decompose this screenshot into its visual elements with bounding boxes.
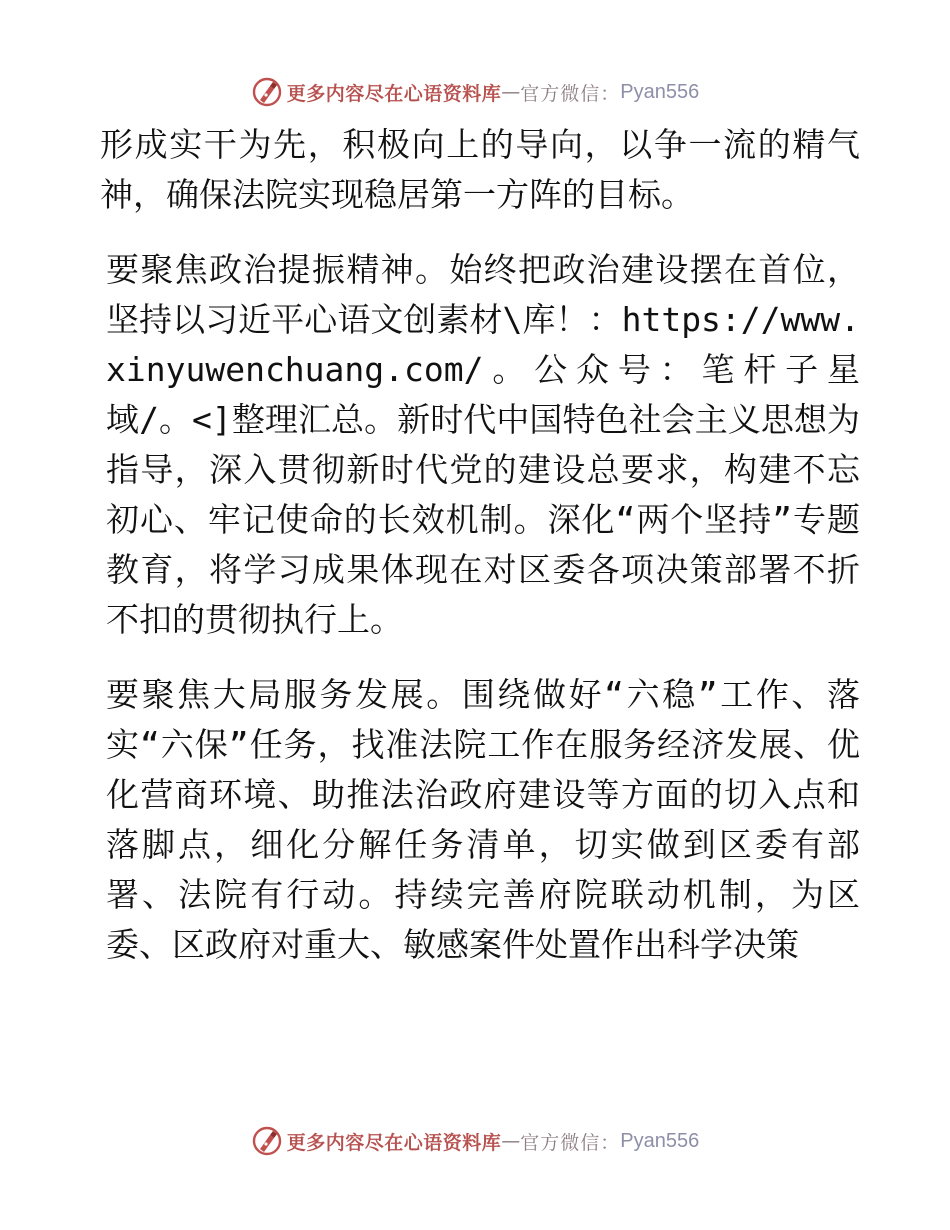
banner-wechat-label: 官方微信： (520, 82, 621, 105)
pen-nib-logo-icon (251, 1125, 283, 1157)
document-body (100, 120, 860, 970)
paragraph-political-focus: 要聚焦政治提振精神。始终把政治建设摆在首位，坚持以习近平心语文创素材\库！：https://www.xinyuwenchuang.com/。公众号：笔杆子星域/。<]整理汇总。新时代中国特色社会主义思想为指导，深入贯彻新时代党的建设总要求，构建不忘初心、牢记使命的长效机制。深化“两个坚持”专题教育，将学习成果体现在对区委各项决策部署不折不扣的贯彻执行上。 (106, 250, 860, 639)
paragraph-continuation: 形成实干为先，积极向上的导向，以争一流的精气神，确保法院实现稳居第一方阵的目标。 (100, 125, 860, 214)
banner-wechat-id: Pyan556 (620, 80, 700, 103)
footer-banner (0, 1121, 950, 1161)
banner-dash: — (501, 1130, 521, 1152)
banner-library-text: 更多内容尽在心语资料库 (286, 82, 502, 105)
banner-wechat-label: 官方微信： (520, 1131, 621, 1154)
header-banner (0, 72, 950, 112)
banner-dash: — (501, 81, 521, 103)
paragraph-service-development: 要聚焦大局服务发展。围绕做好“六稳”工作、落实“六保”任务，找准法院工作在服务经济发展、优化营商环境、助推法治政府建设等方面的切入点和落脚点，细化分解任务清单，切实做到区委有部署、法院有行动。持续完善府院联动机制，为区委、区政府对重大、敏感案件处置作出科学决策 (106, 675, 860, 964)
banner-wechat-id: Pyan556 (620, 1129, 700, 1152)
banner-library-text: 更多内容尽在心语资料库 (286, 1131, 502, 1154)
pen-nib-logo-icon (251, 76, 283, 108)
